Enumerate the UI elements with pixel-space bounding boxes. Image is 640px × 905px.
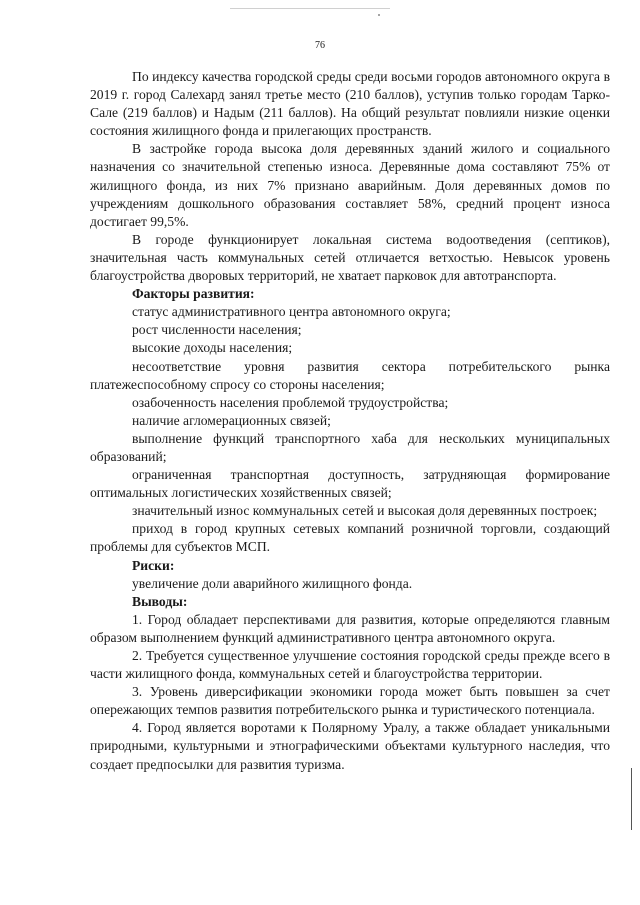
- paragraph-city-index: По индексу качества городской среды среди восьми городов автономного округа в 2019 г. город Салехард занял третье место (210 баллов), уступив только городам Тарко-Сале (219 баллов) и Надым (211 баллов). На общий результат повлияли низкие оценки состояния жилищного фонда и прилегающих пространств.: [90, 69, 610, 139]
- factor-item: ограниченная транспортная доступность, затрудняющая формирование оптимальных логистических хозяйственных связей;: [90, 467, 610, 501]
- factor-item: статус административного центра автономного округа;: [132, 304, 451, 320]
- heading-development-factors: Факторы развития:: [132, 286, 255, 302]
- risk-item: увеличение доли аварийного жилищного фонда.: [132, 575, 413, 591]
- heading-conclusions: Выводы:: [132, 593, 188, 609]
- conclusion-item: 1. Город обладает перспективами для развития, которые определяются главным образом выполнением функций административного центра автономного округа.: [90, 611, 610, 645]
- factor-item: выполнение функций транспортного хаба для нескольких муниципальных образований;: [90, 430, 610, 464]
- conclusion-item: 3. Уровень диверсификации экономики города может быть повышен за счет опережающих темпов развития потребительского рынка и туристического потенциала.: [90, 684, 610, 718]
- scan-artifact-edge: [631, 768, 632, 830]
- factor-item: несоответствие уровня развития сектора потребительского рынка платежеспособному спросу со стороны населения;: [90, 358, 610, 392]
- scan-artifact-dot: [378, 14, 380, 16]
- scan-artifact-line: [230, 8, 390, 9]
- paragraph-drainage-system: В городе функционирует локальная система водоотведения (септиков), значительная часть коммунальных сетей отличается ветхостью. Невысок уровень благоустройства дворовых территорий, не хватает парковок для автотранспорта.: [90, 231, 610, 284]
- page-number: 76: [315, 40, 325, 51]
- factor-item: приход в город крупных сетевых компаний розничной торговли, создающий проблемы для субъектов МСП.: [90, 521, 610, 555]
- factor-item: высокие доходы населения;: [132, 340, 293, 356]
- factor-item: рост численности населения;: [132, 322, 302, 338]
- factor-item: наличие агломерационных связей;: [132, 412, 331, 428]
- conclusion-item: 2. Требуется существенное улучшение состояния городской среды прежде всего в части жилищного фонда, коммунальных сетей и благоустройства территории.: [90, 648, 610, 682]
- document-body: [90, 68, 610, 774]
- factor-item: озабоченность населения проблемой трудоустройства;: [132, 394, 449, 410]
- conclusion-item: 4. Город является воротами к Полярному Уралу, а также обладает уникальными природными, культурными и этнографическими объектами культурного наследия, что создает предпосылки для развития туризма.: [90, 720, 610, 772]
- factor-item: значительный износ коммунальных сетей и высокая доля деревянных построек;: [132, 503, 598, 519]
- paragraph-wooden-buildings: В застройке города высока доля деревянных зданий жилого и социального назначения со значительной степенью износа. Деревянные дома составляют 75% от жилищного фонда, из них 7% признано аварийным. Доля деревянных домов по учреждениям дошкольного образования составляет 58%, средний процент износа достигает 99,5%.: [90, 141, 610, 229]
- heading-risks: Риски:: [132, 557, 175, 573]
